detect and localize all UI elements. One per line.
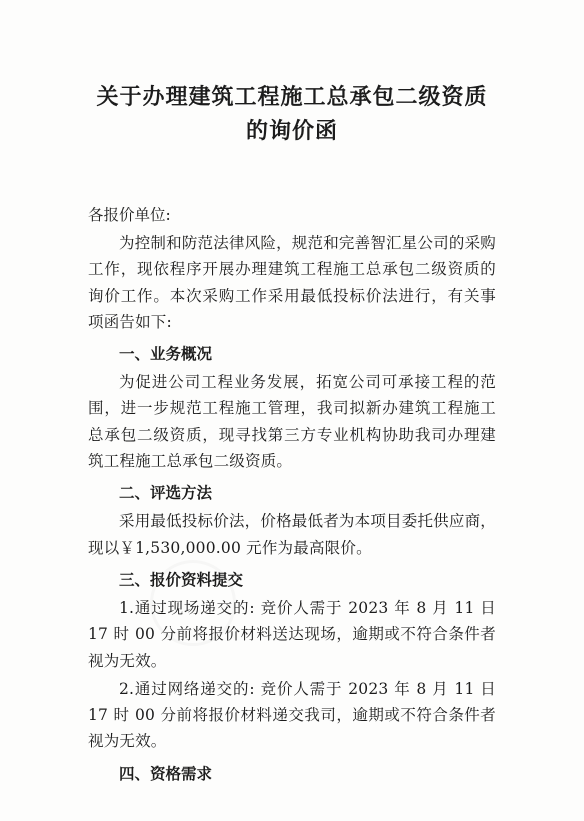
section-1-paragraph: 为促进公司工程业务发展，拓宽公司可承接工程的范围，进一步规范工程施工管理，我司拟新办建筑工程施工总承包二级资质，现寻找第三方专业机构协助我司办理建筑工程施工总承包二级资质。 [88, 373, 496, 471]
faint-seal-mark [150, 560, 236, 646]
section-2-heading: 二、评选方法 [119, 483, 213, 503]
section-4-heading: 四、资格需求 [119, 763, 213, 783]
salutation: 各报价单位: [88, 206, 171, 224]
section-3-paragraph-1: 1.通过现场递交的: 竞价人需于 2023 年 8 月 11 日 17 时 00 分前将报价材料送达现场，逾期或不符合条件者视为无效。 [88, 598, 496, 670]
intro-paragraph: 为控制和防范法律风险，规范和完善智汇星公司的采购工作，现依程序开展办理建筑工程施工总承包二级资质的询价工作。本次采购工作采用最低投标价法进行，有关事项函告如下: [88, 234, 496, 331]
section-3-paragraph-2: 2.通过网络递交的: 竞价人需于 2023 年 8 月 11 日 17 时 00 分前将报价材料递交我司，逾期或不符合条件者视为无效。 [88, 679, 496, 751]
title-line-1: 关于办理建筑工程施工总承包二级资质 [96, 84, 488, 110]
document-title [88, 80, 496, 148]
section-3-heading: 三、报价资料提交 [119, 569, 244, 589]
section-2-paragraph: 采用最低投标价法，价格最低者为本项目委托供应商，现以￥1,530,000.00 元作为最高限价。 [88, 512, 496, 557]
title-line-2: 的询价函 [245, 118, 338, 144]
section-1-heading: 一、业务概况 [119, 344, 213, 364]
